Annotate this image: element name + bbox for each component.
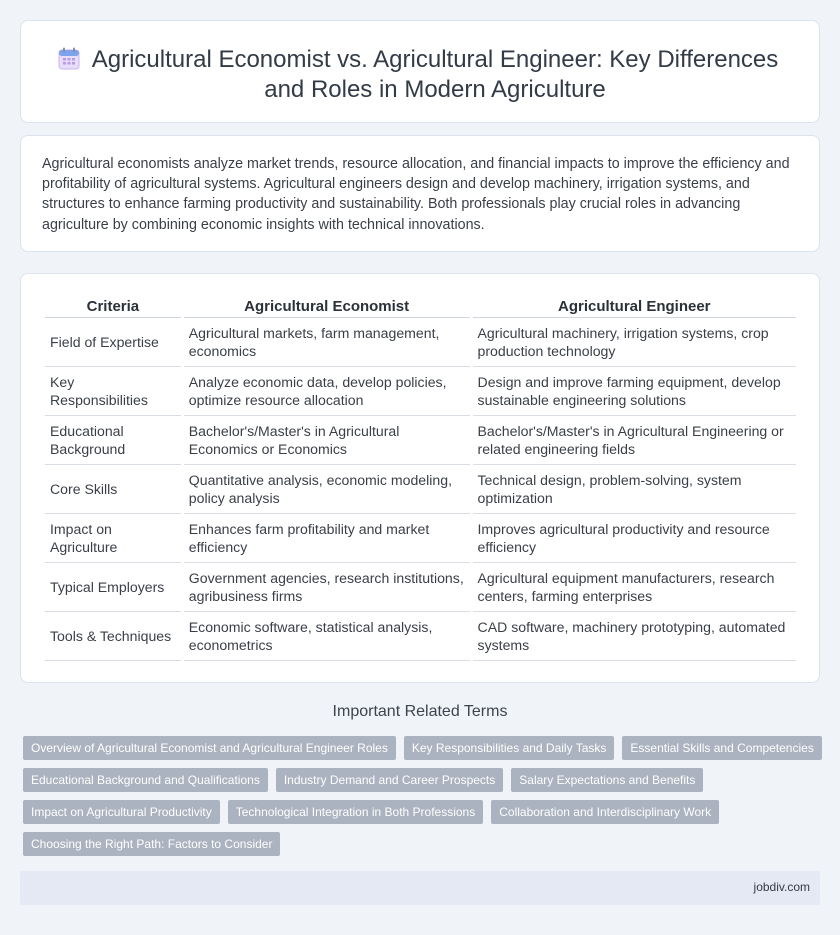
economist-cell: Analyze economic data, develop policies, optimize resource allocation xyxy=(184,367,470,416)
tag-row xyxy=(23,768,823,792)
title-card xyxy=(20,20,820,123)
header-engineer: Agricultural Engineer xyxy=(473,296,796,318)
engineer-cell: Bachelor's/Master's in Agricultural Engineering or related engineering fields xyxy=(473,416,796,465)
table-row xyxy=(45,612,796,661)
related-term-tag[interactable]: Essential Skills and Competencies xyxy=(622,736,821,760)
related-term-tag[interactable]: Technological Integration in Both Professions xyxy=(228,800,483,824)
criteria-cell: Core Skills xyxy=(45,465,181,514)
related-term-tag[interactable]: Salary Expectations and Benefits xyxy=(511,768,703,792)
economist-cell: Government agencies, research institutions, agribusiness firms xyxy=(184,563,470,612)
economist-cell: Economic software, statistical analysis, econometrics xyxy=(184,612,470,661)
economist-cell: Agricultural markets, farm management, economics xyxy=(184,318,470,367)
table-row xyxy=(45,465,796,514)
tag-row xyxy=(23,736,823,760)
related-terms-heading: Important Related Terms xyxy=(332,703,508,720)
header-economist: Agricultural Economist xyxy=(184,296,470,318)
table-row xyxy=(45,367,796,416)
footer-site-link[interactable]: jobdiv.com xyxy=(753,880,810,894)
economist-cell: Bachelor's/Master's in Agricultural Economics or Economics xyxy=(184,416,470,465)
tag-row xyxy=(23,800,823,824)
criteria-cell: Key Responsibilities xyxy=(45,367,181,416)
intro-paragraph: Agricultural economists analyze market trends, resource allocation, and financial impacts to improve the efficiency and profitability of agricultural systems. Agricultural engineers design and develop machinery, irrigation systems, and structures to enhance farming productivity and sustainability. Both professionals play crucial roles in advancing agriculture by combining economic insights with technical innovations. xyxy=(42,156,790,233)
engineer-cell: Technical design, problem-solving, system optimization xyxy=(473,465,796,514)
tag-row xyxy=(23,832,823,856)
economist-cell: Quantitative analysis, economic modeling, policy analysis xyxy=(184,465,470,514)
engineer-cell: CAD software, machinery prototyping, automated systems xyxy=(473,612,796,661)
criteria-cell: Field of Expertise xyxy=(45,318,181,367)
table-row xyxy=(45,563,796,612)
intro-card xyxy=(20,135,820,252)
engineer-cell: Improves agricultural productivity and resource efficiency xyxy=(473,514,796,563)
header-criteria: Criteria xyxy=(45,296,181,318)
criteria-cell: Educational Background xyxy=(45,416,181,465)
economist-cell: Enhances farm profitability and market efficiency xyxy=(184,514,470,563)
criteria-cell: Tools & Techniques xyxy=(45,612,181,661)
engineer-cell: Agricultural equipment manufacturers, research centers, farming enterprises xyxy=(473,563,796,612)
engineer-cell: Design and improve farming equipment, develop sustainable engineering solutions xyxy=(473,367,796,416)
related-term-tag[interactable]: Choosing the Right Path: Factors to Consider xyxy=(23,832,280,856)
comparison-card xyxy=(20,273,820,683)
comparison-table xyxy=(42,296,799,661)
related-term-tag[interactable]: Impact on Agricultural Productivity xyxy=(23,800,220,824)
criteria-cell: Impact on Agriculture xyxy=(45,514,181,563)
related-term-tag[interactable]: Key Responsibilities and Daily Tasks xyxy=(404,736,615,760)
related-term-tag[interactable]: Overview of Agricultural Economist and Agricultural Engineer Roles xyxy=(23,736,396,760)
related-term-tag[interactable]: Educational Background and Qualifications xyxy=(23,768,268,792)
related-term-tag[interactable]: Collaboration and Interdisciplinary Work xyxy=(491,800,719,824)
page-title: Agricultural Economist vs. Agricultural Engineer: Key Differences and Roles in Modern Agriculture xyxy=(91,46,779,103)
related-term-tag[interactable]: Industry Demand and Career Prospects xyxy=(276,768,503,792)
related-terms-list xyxy=(23,736,823,864)
table-row xyxy=(45,318,796,367)
table-row xyxy=(45,514,796,563)
footer xyxy=(20,871,820,905)
criteria-cell: Typical Employers xyxy=(45,563,181,612)
table-row xyxy=(45,416,796,465)
table-header-row xyxy=(45,296,796,318)
engineer-cell: Agricultural machinery, irrigation systems, crop production technology xyxy=(473,318,796,367)
